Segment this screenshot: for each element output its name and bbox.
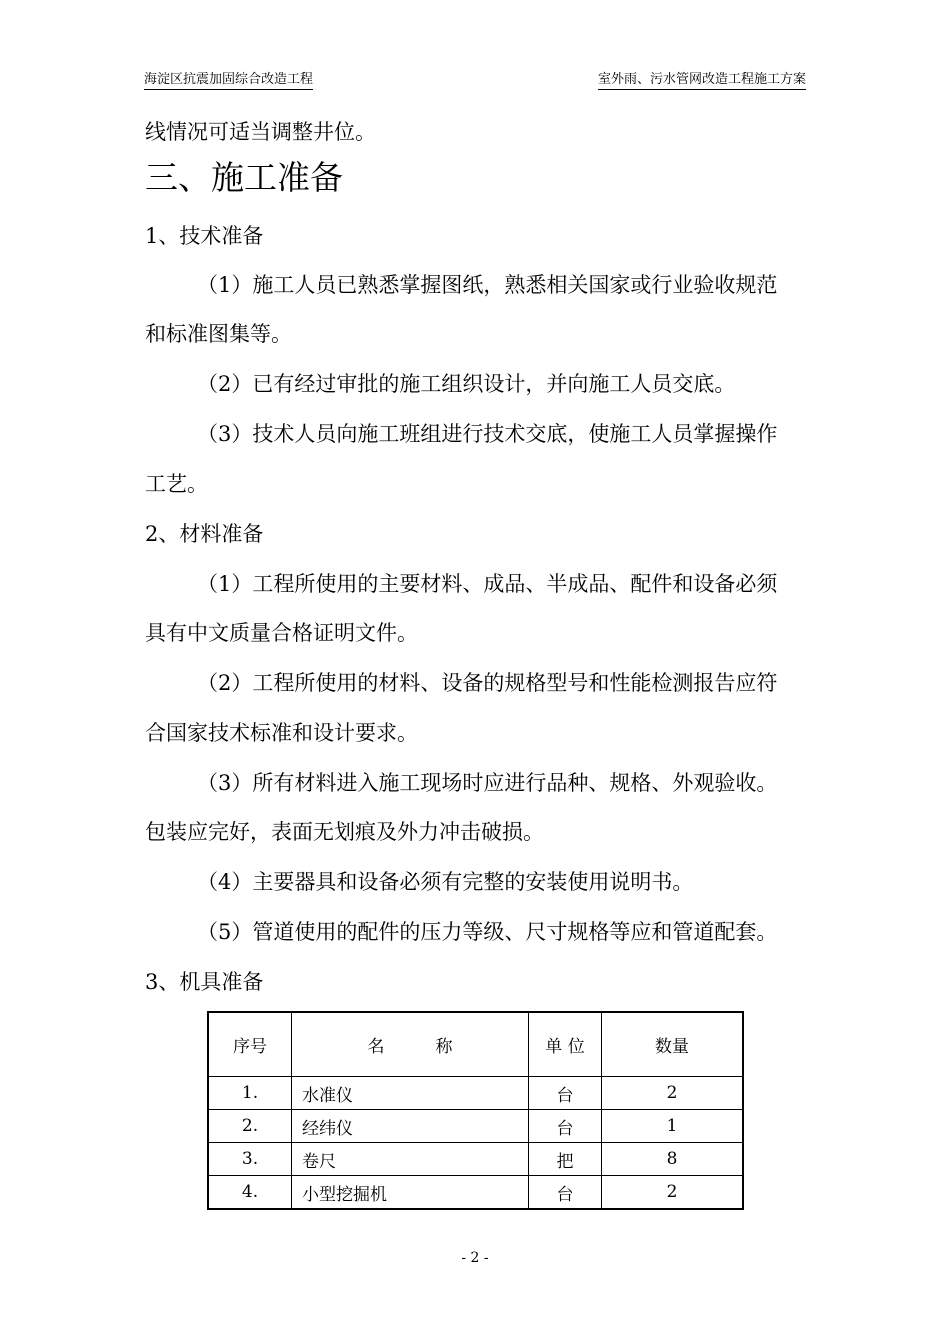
cell-index: 3.	[208, 1143, 292, 1176]
sec1-p1-line2: 和标准图集等。	[145, 322, 292, 346]
sec1-p2: （2）已有经过审批的施工组织设计，并向施工人员交底。	[197, 372, 736, 396]
sec2-p1-line1: （1）工程所使用的主要材料、成品、半成品、配件和设备必须	[197, 572, 778, 596]
cell-unit: 台	[529, 1110, 602, 1143]
cell-name: 卷尺	[292, 1143, 529, 1176]
page-number: - 2 -	[461, 1250, 489, 1266]
sec1-title: 1、技术准备	[145, 224, 264, 248]
sec2-p1-line2: 具有中文质量合格证明文件。	[145, 621, 418, 645]
sec2-p3-line1: （3）所有材料进入施工现场时应进行品种、规格、外观验收。	[197, 771, 778, 795]
table-row	[208, 1143, 743, 1176]
header-name: 名 称	[292, 1012, 529, 1077]
sec1-p3-line2: 工艺。	[145, 472, 208, 496]
sec3-title: 3、机具准备	[145, 970, 264, 994]
cell-unit: 把	[529, 1143, 602, 1176]
cell-quantity: 8	[602, 1143, 744, 1176]
header-unit: 单 位	[529, 1012, 602, 1077]
section-heading: 三、施工准备	[145, 158, 343, 197]
header-left-title: 海淀区抗震加固综合改造工程	[144, 72, 313, 90]
table-header-row	[208, 1012, 743, 1077]
header-right-title: 室外雨、污水管网改造工程施工方案	[598, 72, 806, 90]
sec2-p4: （4）主要器具和设备必须有完整的安装使用说明书。	[197, 870, 694, 894]
table-row	[208, 1077, 743, 1110]
sec1-p3-line1: （3）技术人员向施工班组进行技术交底，使施工人员掌握操作	[197, 422, 778, 446]
cell-index: 2.	[208, 1110, 292, 1143]
sec2-p3-line2: 包装应完好，表面无划痕及外力冲击破损。	[145, 820, 544, 844]
sec2-p2-line2: 合国家技术标准和设计要求。	[145, 721, 418, 745]
cell-unit: 台	[529, 1077, 602, 1110]
cell-quantity: 2	[602, 1077, 744, 1110]
cell-unit: 台	[529, 1176, 602, 1210]
cell-index: 1.	[208, 1077, 292, 1110]
cell-name: 小型挖掘机	[292, 1176, 529, 1210]
cell-index: 4.	[208, 1176, 292, 1210]
header-index: 序号	[208, 1012, 292, 1077]
header-quantity: 数量	[602, 1012, 744, 1077]
sec1-p1-line1: （1）施工人员已熟悉掌握图纸，熟悉相关国家或行业验收规范	[197, 273, 778, 297]
equipment-table	[207, 1011, 744, 1210]
cell-quantity: 2	[602, 1176, 744, 1210]
table-row	[208, 1176, 743, 1210]
sec2-p2-line1: （2）工程所使用的材料、设备的规格型号和性能检测报告应符	[197, 671, 778, 695]
continued-line: 线情况可适当调整井位。	[145, 120, 376, 144]
cell-name: 水准仪	[292, 1077, 529, 1110]
cell-name: 经纬仪	[292, 1110, 529, 1143]
cell-quantity: 1	[602, 1110, 744, 1143]
table-row	[208, 1110, 743, 1143]
sec2-p5: （5）管道使用的配件的压力等级、尺寸规格等应和管道配套。	[197, 920, 778, 944]
sec2-title: 2、材料准备	[145, 522, 264, 546]
